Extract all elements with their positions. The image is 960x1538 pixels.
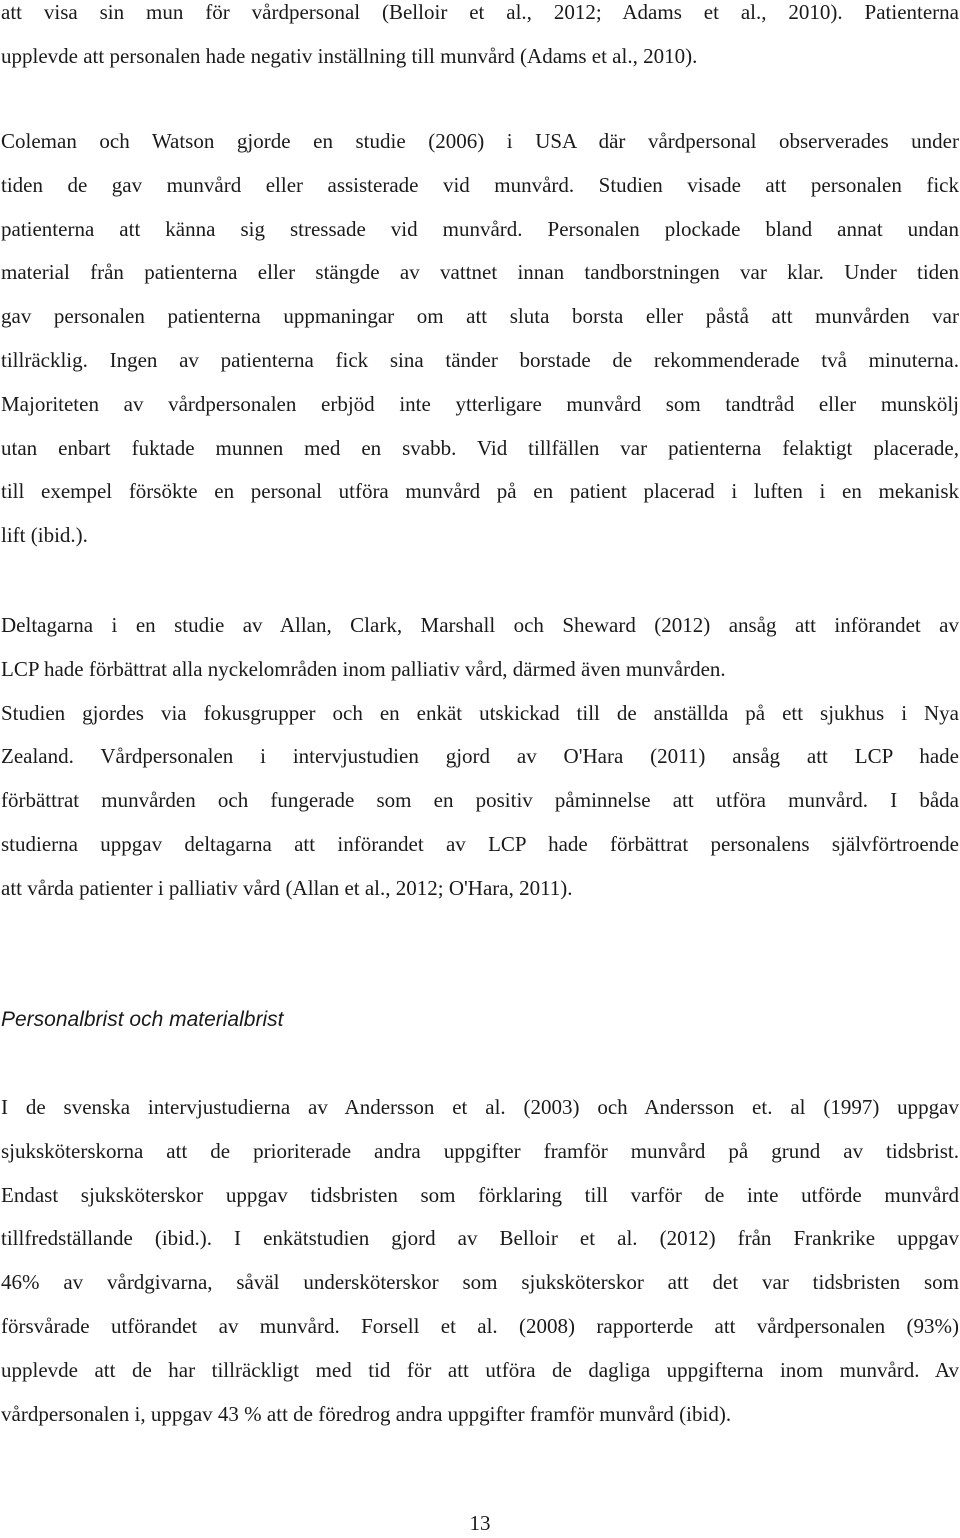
- text-line: till exempel försökte en personal utföra munvård på en patient placerad i luften i en mekanisk: [1, 479, 959, 504]
- text-line: LCP hade förbättrat alla nyckelområden inom palliativ vård, därmed även munvården.: [1, 656, 726, 681]
- paragraph-4: [1, 1086, 959, 1436]
- text-line: Coleman och Watson gjorde en studie (2006) i USA där vårdpersonal observerades under: [1, 129, 959, 153]
- section-heading: Personalbrist och materialbrist: [1, 1008, 284, 1031]
- text-line: vårdpersonalen i, uppgav 43 % att de föredrog andra uppgifter framför munvård (ibid).: [1, 1401, 732, 1426]
- text-line: Endast sjuksköterskor uppgav tidsbristen som förklaring till varför de inte utförde munvård: [1, 1182, 959, 1207]
- text-line: Deltagarna i en studie av Allan, Clark, Marshall och Sheward (2012) ansåg att införandet av: [1, 613, 959, 637]
- text-line: material från patienterna eller stängde av vattnet innan tandborstningen var klar. Under tiden: [1, 260, 959, 285]
- text-line: lift (ibid.).: [1, 523, 88, 548]
- text-line: studierna uppgav deltagarna att införandet av LCP hade förbättrat personalens självförtroende: [1, 831, 959, 856]
- text-line: förbättrat munvården och fungerade som en positiv påminnelse att utföra munvård. I båda: [1, 788, 959, 813]
- text-line: tillfredställande (ibid.). I enkätstudien gjord av Belloir et al. (2012) från Frankrike uppgav: [1, 1226, 959, 1251]
- text-line: 46% av vårdgivarna, såväl undersköterskor som sjuksköterskor att det var tidsbristen som: [1, 1270, 959, 1295]
- text-line: att visa sin mun för vårdpersonal (Belloir et al., 2012; Adams et al., 2010). Patienterna: [1, 0, 959, 24]
- page-number: 13: [469, 1511, 491, 1535]
- text-line: Zealand. Vårdpersonalen i intervjustudien gjord av O'Hara (2011) ansåg att LCP hade: [1, 744, 959, 769]
- text-line: upplevde att de har tillräckligt med tid för att utföra de dagliga uppgifterna inom munvård. Av: [1, 1357, 959, 1382]
- text-line: försvårade utförandet av munvård. Forsell et al. (2008) rapporterde att vårdpersonalen (93%): [1, 1313, 959, 1338]
- paragraph-2: [1, 120, 959, 558]
- text-line: tiden de gav munvård eller assisterade vid munvård. Studien visade att personalen fick: [1, 172, 959, 197]
- text-line: patienterna att känna sig stressade vid munvård. Personalen plockade bland annat undan: [1, 216, 959, 241]
- text-line: sjuksköterskorna att de prioriterade andra uppgifter framför munvård på grund av tidsbrist.: [1, 1138, 959, 1163]
- text-line: Studien gjordes via fokusgrupper och en enkät utskickad till de anställda på ett sjukhus i Nya: [1, 700, 959, 725]
- text-line: upplevde att personalen hade negativ inställning till munvård (Adams et al., 2010).: [1, 43, 698, 68]
- text-line: I de svenska intervjustudierna av Andersson et al. (2003) och Andersson et. al (1997) uppgav: [1, 1095, 959, 1119]
- paragraph-3: [1, 604, 959, 911]
- text-line: tillräcklig. Ingen av patienterna fick sina tänder borstade de rekommenderade två minuterna.: [1, 347, 959, 372]
- text-line: Majoriteten av vårdpersonalen erbjöd inte ytterligare munvård som tandtråd eller munskölj: [1, 391, 959, 416]
- paragraph-1: [1, 0, 959, 79]
- text-line: gav personalen patienterna uppmaningar om att sluta borsta eller påstå att munvården var: [1, 304, 959, 329]
- text-line: utan enbart fuktade munnen med en svabb. Vid tillfällen var patienterna felaktigt placerade,: [1, 435, 959, 460]
- text-line: att vårda patienter i palliativ vård (Allan et al., 2012; O'Hara, 2011).: [1, 875, 573, 900]
